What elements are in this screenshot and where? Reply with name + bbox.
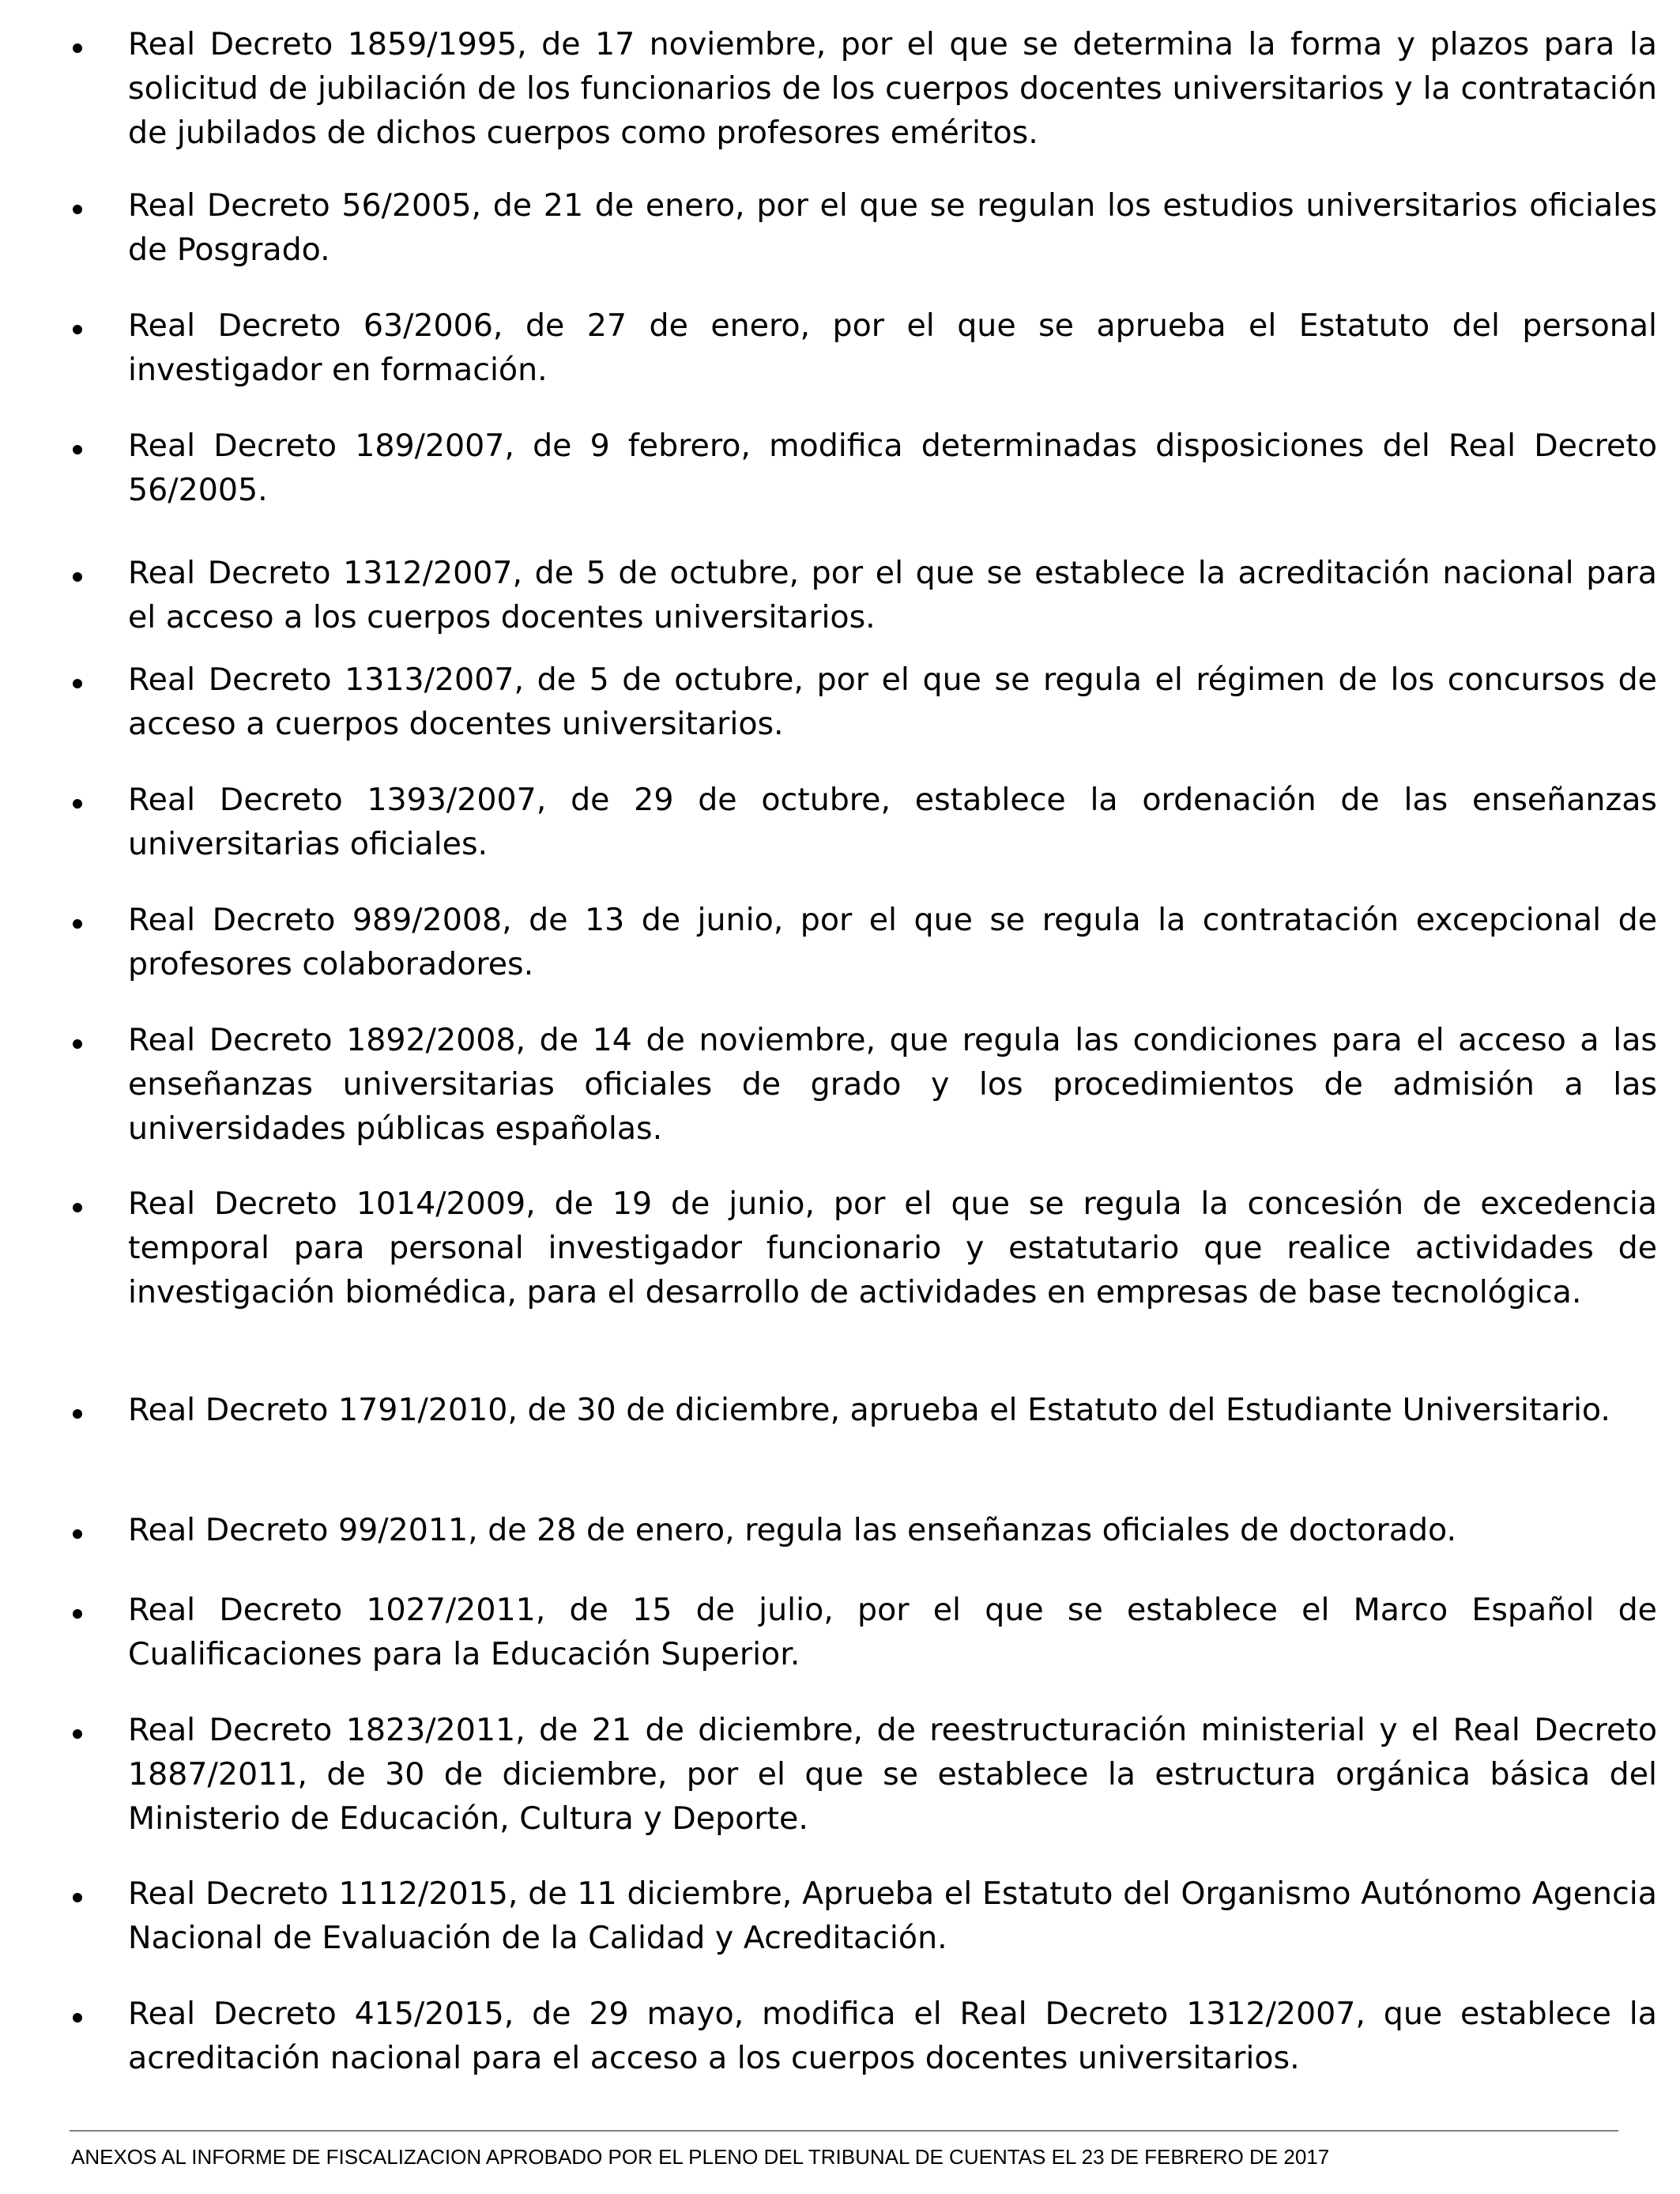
bullet-icon [73,1409,82,1419]
page-footer: ANEXOS AL INFORME DE FISCALIZACION APROBADO POR EL PLENO DEL TRIBUNAL DE CUENTAS EL 23 DE FEBRERO DE 2017 [71,2145,1330,2169]
bullet-icon [73,1729,82,1739]
bullet-icon [73,1203,82,1212]
list-item-text: Real Decreto 1313/2007, de 5 de octubre, por el que se regula el régimen de los concursos de acceso a cuerpos docentes universitarios. [128,662,1657,742]
list-item-text: Real Decreto 1823/2011, de 21 de diciembre, de reestructuración ministerial y el Real Decreto 1887/2011, de 30 de diciembre, por el que se establece la estructura orgánica básica del Ministerio de Educación, Cultura y Deporte. [128,1712,1657,1837]
bullet-icon [73,1529,82,1539]
bullet-icon [73,445,82,454]
list-item-text: Real Decreto 415/2015, de 29 mayo, modifica el Real Decreto 1312/2007, que establece la acreditación nacional para el acceso a los cuerpos docentes universitarios. [128,1996,1657,2076]
list-item-text: Real Decreto 989/2008, de 13 de junio, por el que se regula la contratación excepcional de profesores colaboradores. [128,902,1657,982]
bullet-icon [73,325,82,334]
bullet-icon [73,919,82,929]
list-item-text: Real Decreto 63/2006, de 27 de enero, por el que se aprueba el Estatuto del personal investigador en formación. [128,307,1657,388]
bullet-icon [73,1039,82,1049]
bullet-icon [73,1893,82,1902]
list-item-text: Real Decreto 1859/1995, de 17 noviembre, por el que se determina la forma y plazos para la solicitud de jubilación de los funcionarios de los cuerpos docentes universitarios y la contratación de jubilados de dichos cuerpos como profesores eméritos. [128,26,1657,151]
bullet-icon [73,43,82,53]
bullet-icon [73,679,82,688]
bullet-icon [73,572,82,582]
bullet-icon [73,1609,82,1619]
footer-divider [70,2130,1618,2132]
list-item-text: Real Decreto 1014/2009, de 19 de junio, por el que se regula la concesión de excedencia temporal para personal investigador funcionario y estatutario que realice actividades de investigación biomédica, para el desarrollo de actividades en empresas de base tecnológica. [128,1186,1657,1310]
list-item-text: Real Decreto 1892/2008, de 14 de noviembre, que regula las condiciones para el acceso a las enseñanzas universitarias oficiales de grado y los procedimientos de admisión a las universidades públicas españolas. [128,1022,1657,1147]
bullet-icon [73,205,82,214]
list-item-text: Real Decreto 1393/2007, de 29 de octubre, establece la ordenación de las enseñanzas universitarias oficiales. [128,782,1657,862]
list-item-text: Real Decreto 56/2005, de 21 de enero, por el que se regulan los estudios universitarios oficiales de Posgrado. [128,187,1657,268]
list-item-text: Real Decreto 1791/2010, de 30 de diciembre, aprueba el Estatuto del Estudiante Universitario. [128,1392,1610,1428]
bullet-icon [73,2013,82,2022]
list-item-text: Real Decreto 1112/2015, de 11 diciembre, Aprueba el Estatuto del Organismo Autónomo Agencia Nacional de Evaluación de la Calidad y Acreditación. [128,1875,1657,1956]
bullet-icon [73,799,82,809]
list-item-text: Real Decreto 1027/2011, de 15 de julio, por el que se establece el Marco Español de Cualificaciones para la Educación Superior. [128,1592,1657,1672]
list-item-text: Real Decreto 99/2011, de 28 de enero, regula las enseñanzas oficiales de doctorado. [128,1512,1457,1548]
list-item-text: Real Decreto 189/2007, de 9 febrero, modifica determinadas disposiciones del Real Decreto 56/2005. [128,428,1657,508]
list-item-text: Real Decreto 1312/2007, de 5 de octubre, por el que se establece la acreditación nacional para el acceso a los cuerpos docentes universitarios. [128,555,1657,635]
